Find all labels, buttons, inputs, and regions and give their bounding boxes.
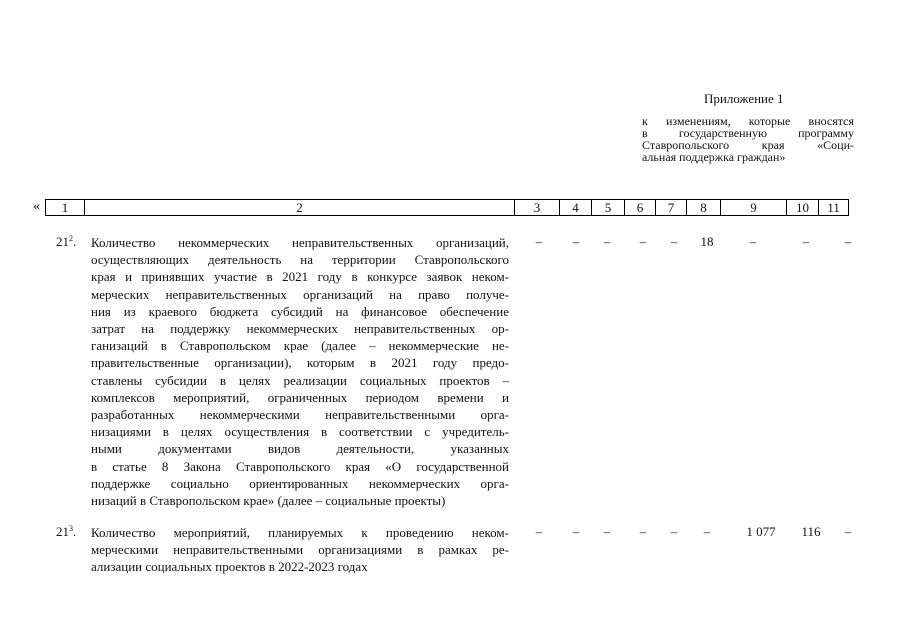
cell-col-4: – [572,234,580,249]
cell-col-6: – [639,524,647,539]
row-description [91,234,509,509]
row-number: $21^3$. [56,524,77,539]
text-line: ставлены субсидии в целях реализации социальных проектов – [91,372,509,388]
cell-col-6: – [639,234,647,249]
opening-quote: « [33,199,40,214]
cell-col-8: – [703,524,711,539]
cell-col-3: – [535,524,543,539]
cell-col-9: 1 077 [746,524,776,539]
text-line: Количество некоммерческих неправительственных организаций, [91,235,509,250]
column-header: 5 [592,200,625,216]
cell-col-5: – [603,524,611,539]
cell-col-10: – [802,234,810,249]
cell-col-8: 18 [700,234,714,249]
column-header: 11 [819,200,849,216]
text-line: ализации социальных проектов в 2022-2023 годах [91,559,368,575]
appendix-line: Ставропольского края «Соци- [642,138,854,152]
text-line: поддержке социально ориентированных некоммерческих орга- [91,475,509,491]
text-line: ганизаций в Ставропольском крае (далее – некоммерческие не- [91,338,509,354]
cell-col-5: – [603,234,611,249]
cell-col-7: – [670,234,678,249]
text-line: мерческих неправительственных организаций на право получе- [91,286,509,302]
text-line: комплексов мероприятий, ограниченных периодом времени и [91,389,509,405]
text-line: низациями в целях осуществления в соответствии с учредитель- [91,424,509,440]
text-line: ния из краевого бюджета субсидий на финансовое обеспечение [91,303,509,319]
text-line: мерческими неправительственными организациями в рамках ре- [91,542,509,558]
text-line: осуществляющих деятельность на территории Ставропольского [91,252,509,268]
text-line: низаций в Ставропольском крае» (далее – социальные проекты) [91,493,446,509]
column-header: 1 [46,200,85,216]
appendix-line: к изменениям, которые вносятся [642,114,854,128]
appendix-reference [642,115,854,163]
column-header: 10 [787,200,819,216]
cell-col-11: – [844,524,852,539]
column-header: 2 [85,200,515,216]
text-line: в статье 8 Закона Ставропольского края «О государственной [91,458,509,474]
appendix-line: в государственную программу [642,126,854,140]
appendix-line: альная поддержка граждан» [642,150,786,164]
column-header: 3 [515,200,560,216]
cell-col-11: – [844,234,852,249]
row-description [91,524,509,576]
cell-col-9: – [749,234,757,249]
column-header: 4 [560,200,592,216]
cell-col-3: – [535,234,543,249]
column-header: 9 [721,200,787,216]
appendix-title: Приложение 1 [704,91,784,106]
text-line: затрат на поддержку некоммерческих неправительственных ор- [91,321,509,337]
cell-col-7: – [670,524,678,539]
column-header: 8 [687,200,721,216]
column-header: 7 [656,200,687,216]
column-number-header [45,199,849,216]
column-header: 6 [625,200,656,216]
text-line: края и принявших участие в 2021 году в конкурсе заявок неком- [91,269,509,285]
text-line: ными документами видов деятельности, указанных [91,441,509,457]
cell-col-4: – [572,524,580,539]
text-line: разработанных некоммерческими неправительственными орга- [91,407,509,423]
cell-col-10: 116 [801,524,821,539]
text-line: правительственные организации), которым в 2021 году предо- [91,355,509,371]
row-number: $21^2$. [56,234,77,249]
text-line: Количество мероприятий, планируемых к проведению неком- [91,525,509,540]
